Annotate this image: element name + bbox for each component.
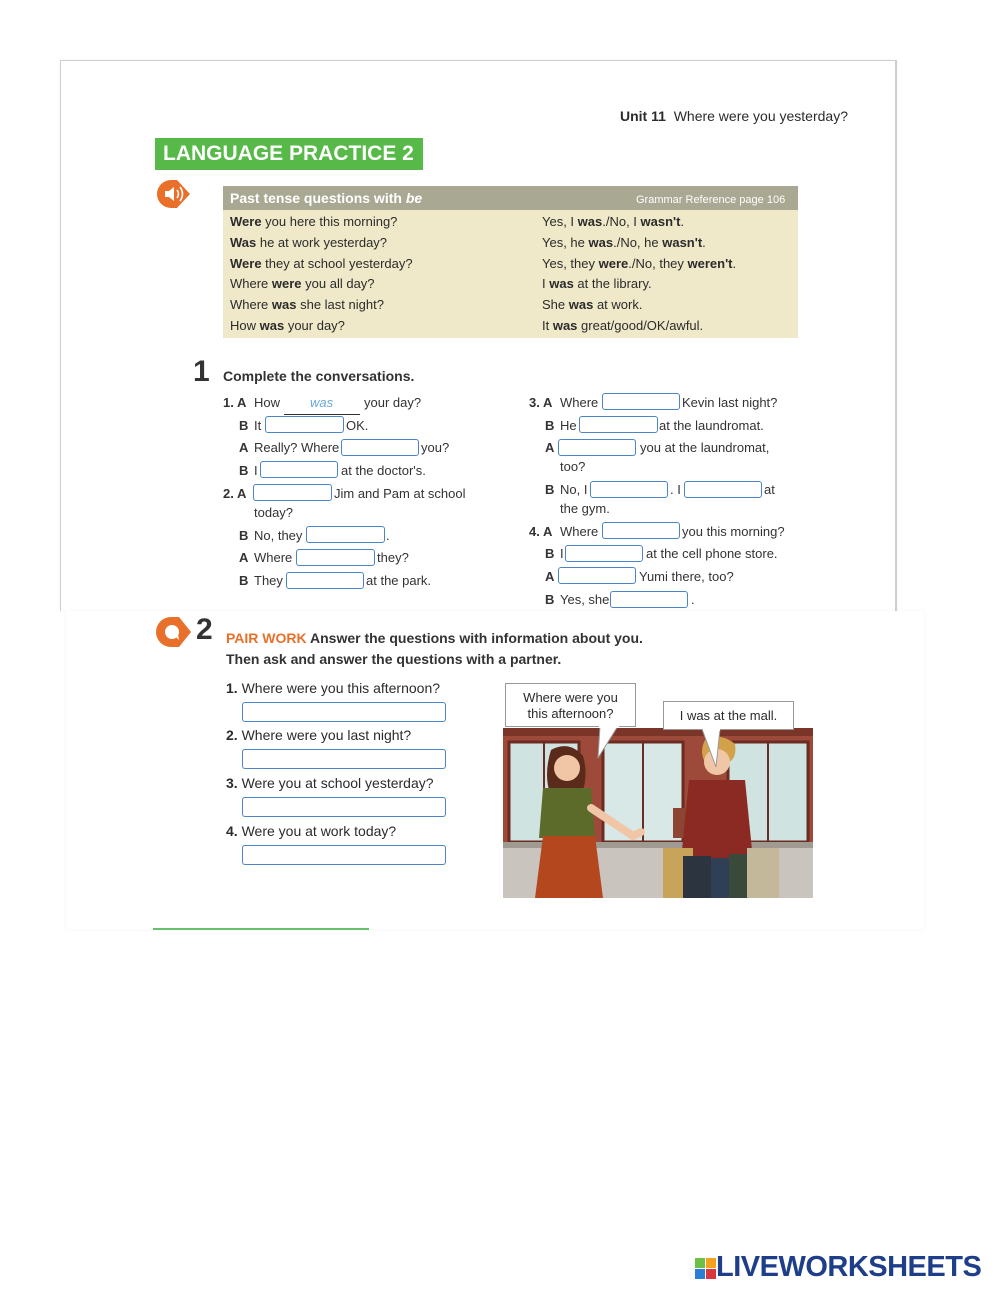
audio-icon[interactable] (154, 178, 192, 210)
conversation-text: No, I (560, 482, 588, 497)
conversation-text: 2. A (223, 486, 247, 501)
conversation-text: too? (560, 459, 586, 474)
example-answer: was (310, 395, 334, 410)
conversation-text: at the park. (366, 573, 432, 588)
grammar-answer: It was great/good/OK/awful. (542, 318, 704, 333)
speech-bubble-answer: I was at the mall. (663, 701, 794, 730)
grammar-question: Where were you all day? (230, 276, 375, 291)
conversation-text: 1. A (223, 395, 247, 410)
conversation-text: . I (670, 482, 681, 497)
grammar-answer: Yes, I was./No, I wasn't. (542, 214, 685, 229)
pair-answer-input-4[interactable] (242, 845, 446, 865)
conversation-text: B (545, 546, 555, 561)
conversation-text: B (545, 592, 555, 607)
answer-input-15[interactable] (558, 567, 636, 584)
conversation-text: Where (254, 550, 293, 565)
conversation-text: . (386, 528, 390, 543)
answer-input-5[interactable] (306, 526, 385, 543)
grammar-answer: Yes, they were./No, they weren't. (542, 256, 737, 271)
conversation-text: at the doctor's. (341, 463, 426, 478)
conversation-text: 4. A (529, 524, 553, 539)
exercise-1-instruction: Complete the conversations. (223, 368, 415, 384)
conversation-text: They (254, 573, 283, 588)
grammar-answer: I was at the library. (542, 276, 652, 291)
answer-input-9[interactable] (579, 416, 658, 433)
answer-input-10[interactable] (558, 439, 636, 456)
answer-input-8[interactable] (602, 393, 680, 410)
unit-heading: Unit 11 Where were you yesterday? (620, 108, 848, 124)
conversation-text: B (239, 573, 249, 588)
conversation-text: I (254, 463, 258, 478)
conversation-text: No, they (254, 528, 303, 543)
answer-input-3[interactable] (260, 461, 338, 478)
grammar-title: Past tense questions with be (230, 190, 423, 206)
pair-question: 4. Were you at work today? (226, 823, 397, 839)
speech-bubble-tail-2 (700, 729, 724, 769)
conversation-text: they? (377, 550, 409, 565)
answer-input-4[interactable] (253, 484, 332, 501)
conversation-text: you at the laundromat, (640, 440, 770, 455)
section-title: LANGUAGE PRACTICE 2 (155, 138, 423, 170)
conversation-text: at the laundromat. (659, 418, 764, 433)
conversation-text: How (254, 395, 281, 410)
conversation-text: A (239, 550, 249, 565)
conversation-text: B (239, 528, 249, 543)
conversation-text: today? (254, 505, 294, 520)
pair-answer-input-3[interactable] (242, 797, 446, 817)
conversation-text: B (239, 418, 249, 433)
answer-input-6[interactable] (296, 549, 375, 566)
conversation-text: Where (560, 395, 599, 410)
liveworksheets-logo-icon (695, 1258, 717, 1280)
speech-bubble-tail-1 (596, 726, 626, 760)
grammar-reference: Grammar Reference page 106 (636, 194, 786, 206)
grammar-question: Were they at school yesterday? (230, 256, 413, 271)
conversation-text: 3. A (529, 395, 553, 410)
conversation-text: at the cell phone store. (646, 546, 778, 561)
answer-input-14[interactable] (565, 545, 643, 562)
conversation-text: Yumi there, too? (639, 569, 734, 584)
grammar-question: Were you here this morning? (230, 214, 398, 229)
answer-input-1[interactable] (265, 416, 344, 433)
answer-input-12[interactable] (684, 481, 762, 498)
conversation-text: your day? (364, 395, 422, 410)
exercise-2-instruction-2: Then ask and answer the questions with a partner. (226, 651, 562, 667)
exercise-number-1: 1 (193, 355, 210, 388)
illustration-two-people (503, 728, 813, 898)
conversation-text: Kevin last night? (682, 395, 778, 410)
answer-input-16[interactable] (610, 591, 688, 608)
conversation-text: B (239, 463, 249, 478)
grammar-answer: Yes, he was./No, he wasn't. (542, 235, 706, 250)
conversation-text: the gym. (560, 501, 610, 516)
answer-input-13[interactable] (602, 522, 680, 539)
conversation-text: A (545, 569, 555, 584)
conversation-text: you? (421, 440, 450, 455)
pair-answer-input-1[interactable] (242, 702, 446, 722)
conversation-text: B (545, 482, 555, 497)
conversation-text: I (560, 546, 564, 561)
pair-question: 3. Were you at school yesterday? (226, 775, 434, 791)
pair-answer-input-2[interactable] (242, 749, 446, 769)
conversation-text: at (764, 482, 775, 497)
grammar-question: How was your day? (230, 318, 345, 333)
conversation-text: . (691, 592, 695, 607)
conversation-text: It (254, 418, 262, 433)
conversation-text: OK. (346, 418, 369, 433)
conversation-text: you this morning? (682, 524, 785, 539)
answer-input-2[interactable] (341, 439, 419, 456)
conversation-text: Yes, she (560, 592, 610, 607)
speech-bubble-icon (153, 614, 193, 650)
grammar-answer: She was at work. (542, 297, 643, 312)
conversation-text: Jim and Pam at school (334, 486, 466, 501)
footer-divider (153, 928, 369, 930)
brand-name: LIVEWORKSHEETS (716, 1251, 982, 1283)
grammar-question: Was he at work yesterday? (230, 235, 388, 250)
conversation-text: Where (560, 524, 599, 539)
pair-question: 2. Where were you last night? (226, 727, 412, 743)
exercise-number-2: 2 (196, 613, 213, 646)
conversation-text: He (560, 418, 577, 433)
conversation-text: B (545, 418, 555, 433)
conversation-text: A (545, 440, 555, 455)
answer-input-7[interactable] (286, 572, 364, 589)
grammar-question: Where was she last night? (230, 297, 384, 312)
exercise-2-instruction-1: PAIR WORK Answer the questions with information about you. (226, 630, 643, 646)
speech-bubble-question: Where were you this afternoon? (505, 683, 636, 727)
conversation-text: A (239, 440, 249, 455)
answer-input-11[interactable] (590, 481, 668, 498)
pair-question: 1. Where were you this afternoon? (226, 680, 441, 696)
conversation-text: Really? Where (254, 440, 340, 455)
